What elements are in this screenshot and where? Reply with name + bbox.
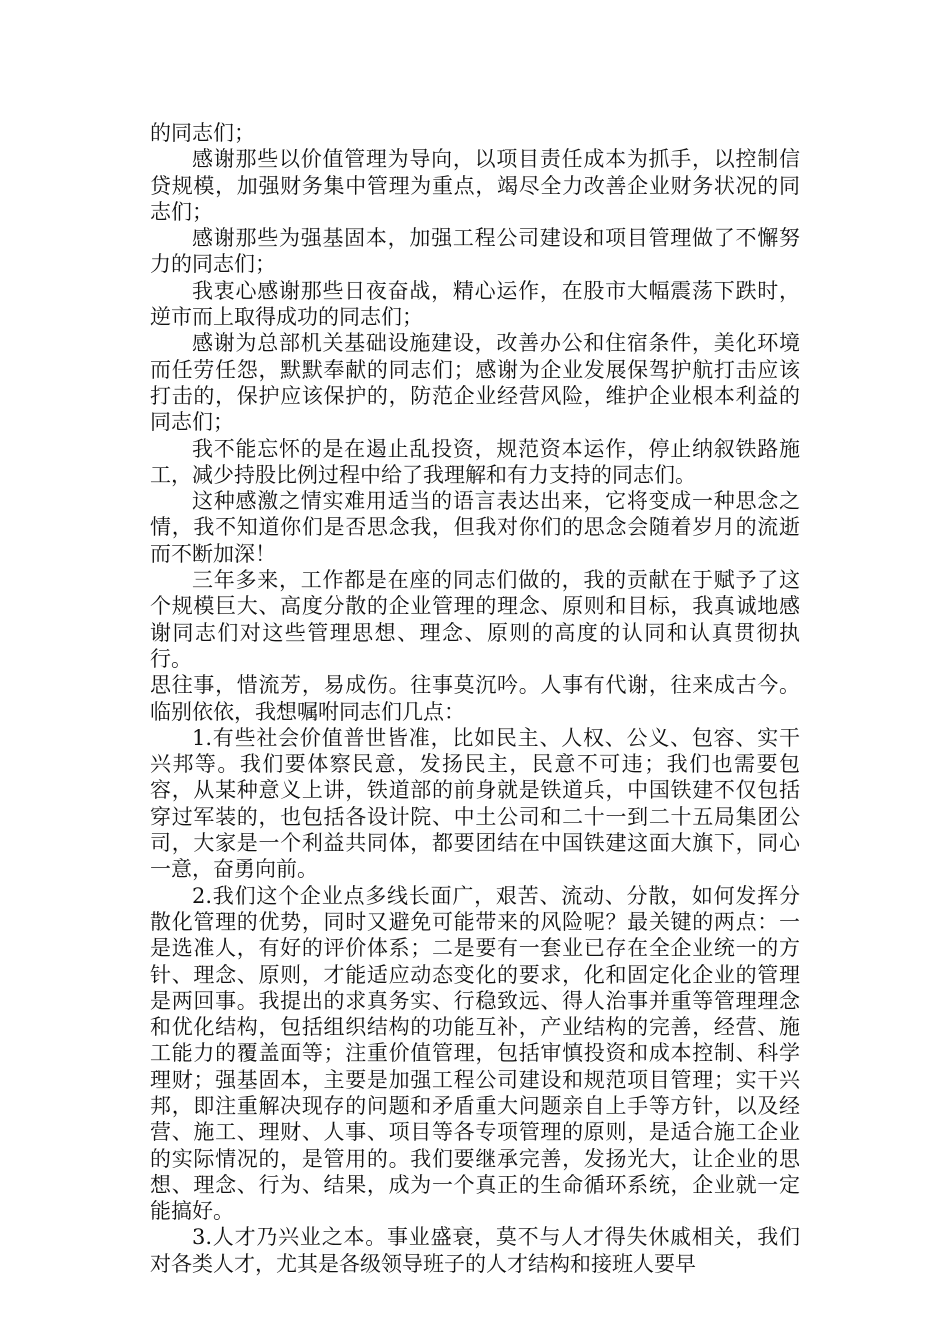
paragraph: 2.我们这个企业点多线长面广，艰苦、流动、分散，如何发挥分散化管理的优势，同时又避免可能带来的风险呢？最关键的两点：一是选准人，有好的评价体系；二是要有一套业已存在全企业统一的方针、理念、原则，才能适应动态变化的要求，化和固定化企业的管理是两回事。我提出的求真务实、行稳致远、得人治事并重等管理理念和优化结构，包括组织结构的功能互补，产业结构的完善，经营、施工能力的覆盖面等；注重价值管理，包括审慎投资和成本控制、科学理财；强基固本，主要是加强工程公司建设和规范项目管理；实干兴邦，即注重解决现存的问题和矛盾重大问题亲自上手等方针，以及经营、施工、理财、人事、项目等各专项管理的原则，是适合施工企业的实际情况的，是管用的。我们要继承完善，发扬光大，让企业的思想、理念、行为、结果，成为一个真正的生命循环系统，企业就一定能搞好。 <box>150 883 800 1224</box>
paragraph: 感谢那些以价值管理为导向，以项目责任成本为抓手，以控制信贷规模，加强财务集中管理为重点，竭尽全力改善企业财务状况的同志们； <box>150 147 800 224</box>
paragraph: 这种感激之情实难用适当的语言表达出来，它将变成一种思念之情，我不知道你们是否思念我，但我对你们的思念会随着岁月的流逝而不断加深！ <box>150 489 800 566</box>
paragraph: 感谢为总部机关基础设施建设，改善办公和住宿条件，美化环境而任劳任怨，默默奉献的同志们；感谢为企业发展保驾护航打击应该打击的，保护应该保护的，防范企业经营风险，维护企业根本利益的同志们； <box>150 331 800 435</box>
paragraph: 我不能忘怀的是在遏止乱投资，规范资本运作，停止纳叙铁路施工，减少持股比例过程中给了我理解和有力支持的同志们。 <box>150 436 800 487</box>
paragraph: 思往事，惜流芳，易成伤。往事莫沉吟。人事有代谢，往来成古今。临别依依，我想嘱咐同志们几点： <box>150 673 800 724</box>
paragraph: 的同志们； <box>150 121 255 145</box>
paragraph: 三年多来，工作都是在座的同志们做的，我的贡献在于赋予了这个规模巨大、高度分散的企业管理的理念、原则和目标，我真诚地感谢同志们对这些管理思想、理念、原则的高度的认同和认真贯彻执行。 <box>150 568 800 671</box>
paragraph: 3.人才乃兴业之本。事业盛衰，莫不与人才得失休戚相关，我们对各类人才，尤其是各级领导班子的人才结构和接班人要早 <box>150 1225 800 1276</box>
paragraph: 我衷心感谢那些日夜奋战，精心运作，在股市大幅震荡下跌时，逆市而上取得成功的同志们； <box>150 278 800 330</box>
paragraph: 感谢那些为强基固本，加强工程公司建设和项目管理做了不懈努力的同志们； <box>150 226 800 277</box>
paragraph: 1.有些社会价值普世皆准，比如民主、人权、公义、包容、实干兴邦等。我们要体察民意，发扬民主，民意不可违；我们也需要包容，从某种意义上讲，铁道部的前身就是铁道兵，中国铁建不仅包括穿过军装的，也包括各设计院、中土公司和二十一到二十五局集团公司，大家是一个利益共同体，都要团结在中国铁建这面大旗下，同心一意，奋勇向前。 <box>150 725 800 882</box>
document-body <box>150 120 800 1277</box>
